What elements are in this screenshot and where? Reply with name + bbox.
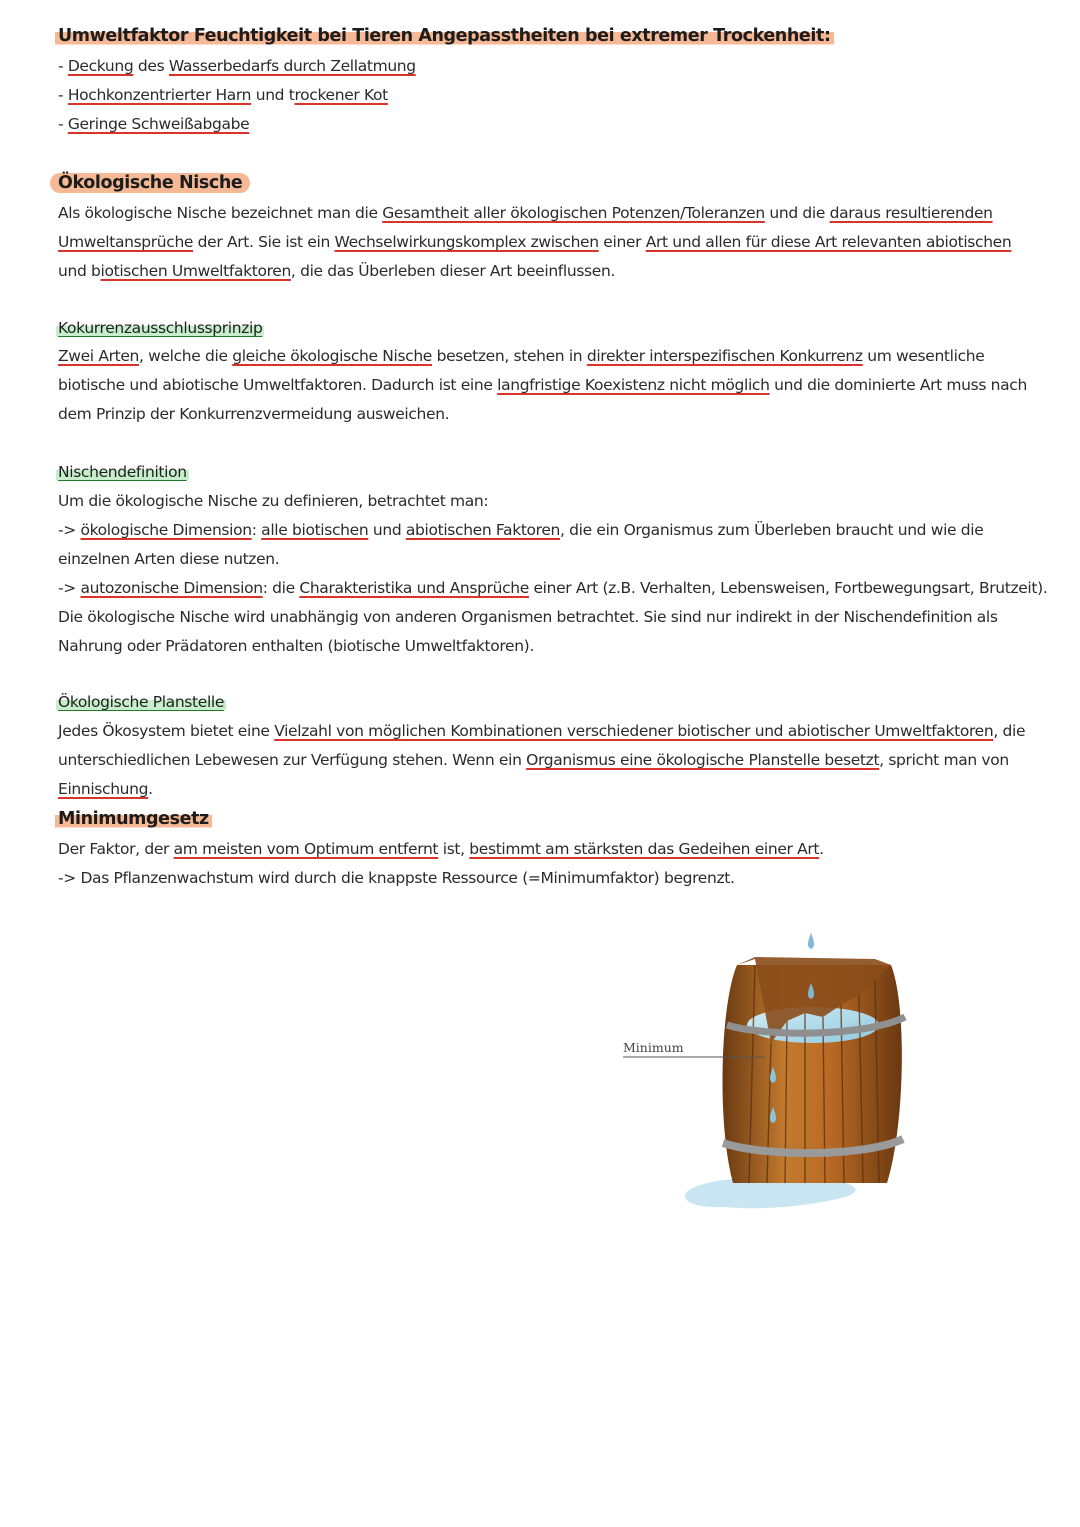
nischendef-intro: Um die ökologische Nische zu definieren, betrachtet man: [58,492,489,510]
konkurrenz-title-line [58,314,1033,343]
underlined-term: Gesamtheit aller ökologischen Potenzen/Toleranzen [382,204,765,222]
underlined-term: bestimmt am stärksten das Gedeihen einer Art [469,840,820,858]
minimum-line-1 [58,835,1033,864]
underlined-term: Geringe Schweißabgabe [67,115,250,133]
text-run: , die ein Organismus zum Überleben braucht und wie die einzelnen Arten diese nutzen. [58,521,984,568]
text-run: : die [262,579,300,597]
text-run: und [368,521,406,539]
text-run: , die unterschiedlichen Lebewesen zur Verfügung stehen. Wenn ein [58,722,1026,769]
text-run: der Art. Sie ist ein [193,233,335,251]
text-run: ist, [438,840,470,858]
water-puddle [685,1179,855,1208]
text-run: , die das Überleben dieser Art beeinflussen. [290,262,616,280]
underlined-term: langfristige Koexistenz nicht möglich [497,376,770,394]
underlined-term: alle biotischen [261,521,369,539]
text-run: , welche die [138,347,233,365]
text-run: . [148,780,153,798]
planstelle-title-line [58,688,1033,717]
section1-item-1: - Deckung des Wasserbedarfs durch Zellatmung [58,57,416,75]
konkurrenz-paragraph [58,342,1033,429]
nische-title: Ökologische Nische [50,173,250,193]
minimum-title-line [58,805,1033,834]
text-run: einer Art (z.B. Verhalten, Lebensweisen, Fortbewegungsart, Brutzeit). [528,579,1048,597]
planstelle-paragraph [58,717,1033,804]
minimum-barrel-illustration [615,925,915,1215]
text-run: -> [58,521,81,539]
underlined-term: gleiche ökologische Nische [232,347,432,365]
nischendef-dimension-1 [58,516,1033,574]
text-run: : [251,521,262,539]
text-run: des [133,57,169,75]
underlined-term: Wechselwirkungskomplex zwischen [334,233,599,251]
minimum-title: Minimumgesetz [55,809,212,829]
text-run: , spricht man von [879,751,1009,769]
minimum-line-2: -> Das Pflanzenwachstum wird durch die knappste Ressource (=Minimumfaktor) begrenzt. [58,869,735,887]
text-run: besetzen, stehen in [432,347,587,365]
section1-title: Umweltfaktor Feuchtigkeit bei Tieren Angepasstheiten bei extremer Trockenheit: [55,26,834,46]
section1-title-line [58,22,1033,51]
nischendef-dimension-2 [58,574,1048,603]
underlined-term: rockener Kot [294,86,388,104]
text-run: um wesentliche biotische und abiotische Umweltfaktoren. Dadurch ist eine [58,347,985,394]
underlined-term: am meisten vom Optimum entfernt [173,840,439,858]
planstelle-title: Ökologische Planstelle [58,693,225,711]
text-run: Jedes Ökosystem bietet eine [58,722,275,740]
nischendef-title-line [58,458,1033,487]
underlined-term: Deckung [67,57,134,75]
underlined-term: Einnischung [58,780,149,798]
konkurrenz-title: Kokurrenzausschlussprinzip [58,319,263,337]
underlined-term: ökologische Dimension [80,521,252,539]
text-run: Als ökologische Nische bezeichnet man die [58,204,383,222]
underlined-term: daraus resultierenden Umweltansprüche [58,204,993,251]
underlined-term: iotischen Umweltfaktoren [100,262,291,280]
underlined-term: Vielzahl von möglichen Kombinationen verschiedener biotischer und abiotischer Umweltfaktoren [274,722,994,740]
nische-title-line [58,169,1033,198]
nische-paragraph [58,199,1033,286]
text-run: und t [251,86,295,104]
section1-item-2: - Hochkonzentrierter Harn und trockener Kot [58,86,388,104]
minimum-label: Minimum [623,1040,684,1055]
text-run: einer [598,233,646,251]
nischendef-outro: Die ökologische Nische wird unabhängig von anderen Organismen betrachtet. Sie sind nur indirekt in der Nischendefinition als Nahrung oder Prädatoren enthalten (biotische Umweltfaktoren). [58,608,998,655]
text-run: -> [58,579,81,597]
underlined-term: abiotischen Faktoren [405,521,561,539]
underlined-term: Charakteristika und Ansprüche [299,579,529,597]
section1-item-3: - Geringe Schweißabgabe [58,115,250,133]
underlined-term: Zwei Arten [58,347,139,365]
text-run: und die dominierte Art muss nach dem Prinzip der Konkurrenzvermeidung ausweichen. [58,376,1027,423]
underlined-term: direkter interspezifischen Konkurrenz [586,347,863,365]
nischendef-title: Nischendefinition [58,463,187,481]
text-run: . [819,840,824,858]
text-run: Der Faktor, der [58,840,174,858]
text-run: und b [58,262,101,280]
text-run: und die [764,204,830,222]
water-drop [808,933,814,949]
underlined-term: Wasserbedarfs durch Zellatmung [168,57,416,75]
underlined-term: autozonische Dimension [80,579,263,597]
underlined-term: Art und allen für diese Art relevanten abiotischen [645,233,1012,251]
underlined-term: Organismus eine ökologische Planstelle besetzt [526,751,880,769]
underlined-term: Hochkonzentrierter Harn [67,86,252,104]
